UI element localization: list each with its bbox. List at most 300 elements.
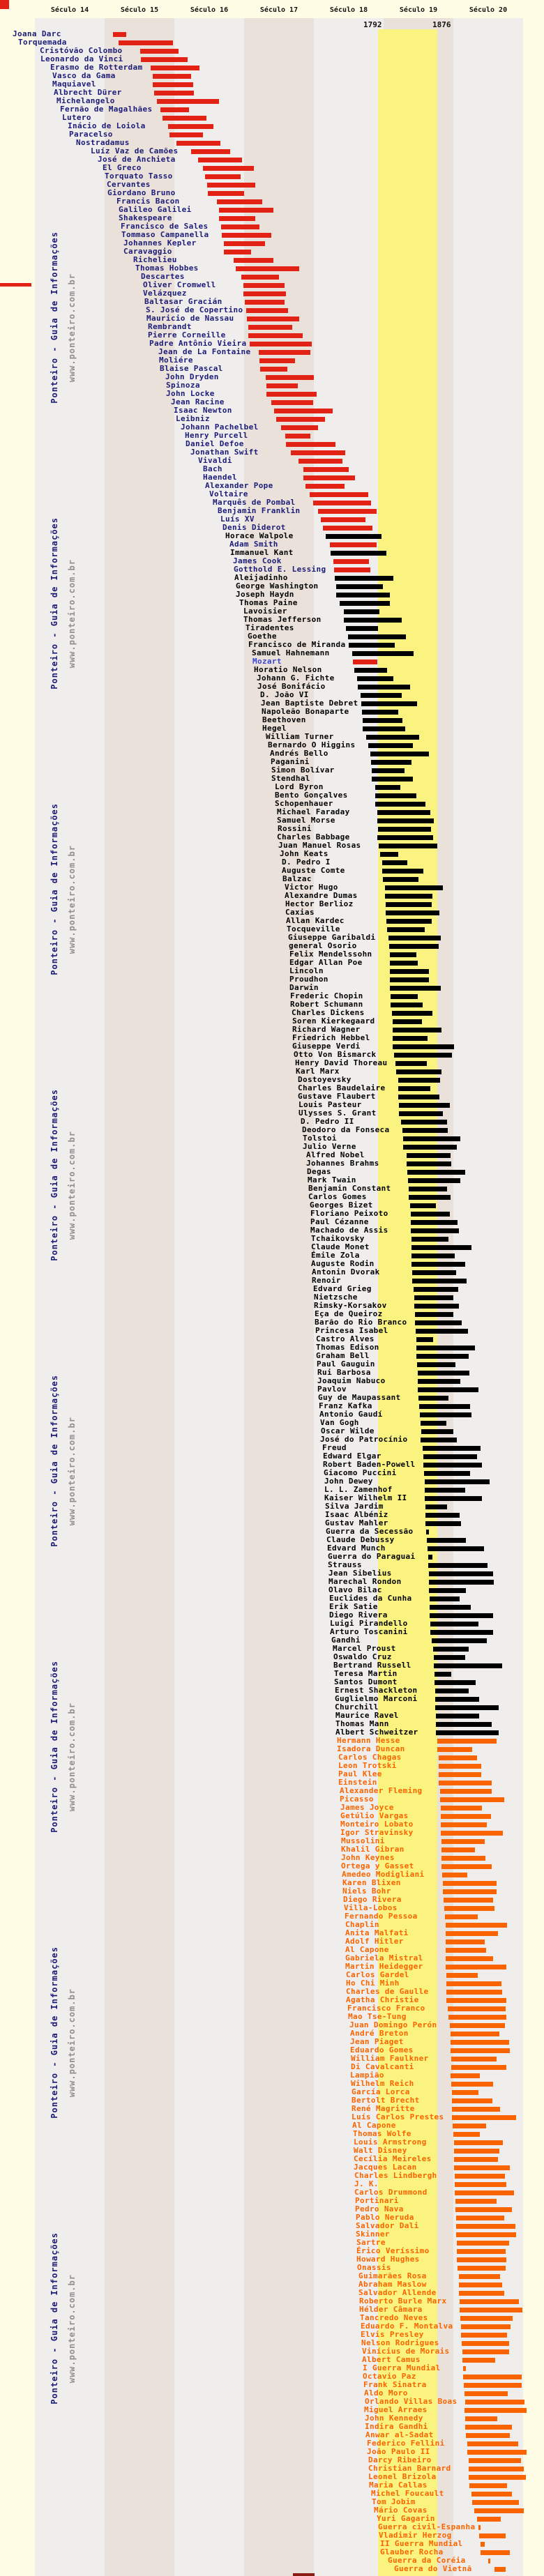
person-label: Darcy Ribeiro (368, 2455, 432, 2464)
person-label: Paul Klee (338, 1769, 382, 1778)
person-label: Darwin (289, 983, 319, 992)
person-label: Jacques Lacan (354, 2163, 417, 2172)
lifespan-bar (163, 116, 206, 121)
lifespan-bar (357, 676, 393, 681)
lifespan-bar (442, 1873, 467, 1877)
person-label: Victor Hugo (285, 883, 338, 892)
lifespan-bar (466, 2433, 510, 2438)
person-label: Onassis (357, 2263, 391, 2272)
person-label: Johann Pachelbel (181, 422, 259, 432)
lifespan-bar (427, 1538, 466, 1543)
lifespan-bar (477, 2517, 501, 2522)
lifespan-bar (459, 2282, 502, 2287)
person-label: Charles Baudelaire (298, 1083, 386, 1092)
person-label: Luigi Pirandello (330, 1619, 408, 1628)
event-duration-bar (488, 2559, 490, 2563)
person-label: Villa-Lobos (344, 1903, 398, 1912)
person-label: Alexandre Dumas (285, 891, 358, 900)
person-label: Howard Hughes (356, 2255, 420, 2264)
lifespan-bar (434, 1655, 465, 1660)
person-label: Silva Jardim (325, 1502, 384, 1511)
person-label: Jean Piaget (350, 2037, 404, 2046)
lifespan-bar (479, 2533, 506, 2538)
person-label: William Turner (266, 732, 334, 741)
person-label: Guy de Maupassant (318, 1393, 401, 1402)
person-label: Jean de La Fontaine (158, 347, 251, 356)
lifespan-bar (276, 417, 325, 422)
lifespan-bar (390, 952, 416, 957)
lifespan-bar (425, 1521, 461, 1526)
person-label: Al Capone (345, 1945, 389, 1954)
lifespan-bar (443, 1889, 497, 1894)
person-label: Antonin Dvorak (312, 1267, 380, 1276)
lifespan-bar (399, 1103, 450, 1108)
person-label: El Greco (103, 163, 142, 172)
person-label: Baltasar Gracián (144, 297, 222, 306)
lifespan-bar (411, 1237, 448, 1242)
lifespan-bar (439, 1772, 481, 1777)
lifespan-bar (398, 1078, 440, 1083)
person-label: Vasco da Gama (52, 71, 116, 80)
person-label: Aleijadinho (234, 573, 288, 582)
lifespan-bar (362, 710, 398, 715)
person-label: Claude Debussy (326, 1535, 395, 1544)
lifespan-bar (436, 1730, 499, 1735)
lifespan-bar (435, 1689, 469, 1693)
ponteiro-brand-vertical-text: Ponteiro - Guia de Informações (50, 803, 59, 975)
person-label: Voltaire (209, 489, 248, 498)
lifespan-bar (443, 1881, 497, 1886)
person-label: Sartre (356, 2238, 386, 2247)
ponteiro-brand-vertical-text: Ponteiro - Guia de Informações (50, 1375, 59, 1547)
lifespan-bar (451, 2065, 506, 2070)
person-label: Luís XV (220, 515, 255, 524)
lifespan-bar (418, 1396, 448, 1401)
lifespan-bar (411, 1220, 458, 1225)
lifespan-bar (352, 651, 414, 656)
person-label: Caxias (285, 908, 315, 917)
lifespan-bar (207, 183, 255, 188)
person-label: Nostradamus (76, 138, 130, 147)
person-label: Goethe (248, 632, 277, 641)
person-label: Oliver Cromwell (143, 280, 216, 289)
lifespan-bar (421, 1421, 446, 1426)
lifespan-bar (389, 944, 439, 949)
person-label: Erik Satie (329, 1602, 378, 1611)
person-label: Michelangelo (56, 96, 115, 105)
person-label: Khalil Gibran (341, 1845, 405, 1854)
lifespan-bar (403, 1136, 460, 1141)
lifespan-bar (460, 2299, 519, 2304)
lifespan-bar (444, 1906, 494, 1911)
person-label: Edvard Grieg (313, 1284, 372, 1293)
person-label: Robert Schumann (290, 1000, 363, 1009)
lifespan-bar (191, 149, 230, 154)
person-label: Eduardo Gomes (350, 2045, 414, 2055)
lifespan-bar (380, 852, 398, 857)
person-label: Alexander Pope (205, 481, 273, 490)
person-label: L. L. Zamenhof (324, 1485, 393, 1494)
event-label: I Guerra Mundial (363, 2363, 441, 2372)
lifespan-bar (429, 1580, 494, 1585)
lifespan-bar (446, 1990, 502, 1995)
person-label: Oswaldo Cruz (333, 1652, 392, 1661)
person-label: Marcel Proust (333, 1644, 396, 1653)
lifespan-bar (424, 1471, 470, 1476)
lifespan-bar (386, 910, 439, 915)
person-label: Thomas Edison (316, 1343, 379, 1352)
person-label: Marquês de Pombal (213, 498, 296, 507)
person-label: Diego Rivera (329, 1610, 388, 1619)
person-label: Friedrich Hebbel (292, 1033, 370, 1042)
lifespan-bar (361, 701, 417, 706)
person-label: Walt Disney (354, 2146, 407, 2155)
century-stripe (35, 18, 105, 2576)
person-label: Shakespeare (119, 213, 172, 222)
person-label: Tommaso Campanella (121, 230, 209, 239)
lifespan-bar (451, 2040, 509, 2045)
lifespan-bar (439, 1781, 492, 1785)
lifespan-bar (407, 1161, 451, 1166)
person-label: Thomas Mann (335, 1719, 389, 1728)
lifespan-bar (391, 994, 418, 999)
lifespan-bar (425, 1496, 482, 1501)
lifespan-bar (250, 342, 312, 346)
lifespan-bar (387, 927, 425, 932)
lifespan-bar (459, 2291, 504, 2296)
person-label: Octavio Paz (363, 2372, 416, 2381)
person-label: Émile Zola (311, 1251, 360, 1260)
lifespan-bar (457, 2257, 506, 2262)
lifespan-bar (463, 2375, 522, 2379)
person-label: Thomas Paine (239, 598, 298, 607)
lifespan-bar (412, 1279, 467, 1283)
person-label: Horace Walpole (225, 531, 294, 540)
person-label: Carlos Gomes (308, 1192, 367, 1201)
lifespan-bar (390, 961, 418, 966)
person-label: Adam Smith (229, 540, 278, 549)
lifespan-bar (451, 2048, 510, 2053)
lifespan-bar (464, 2391, 508, 2396)
lifespan-bar (372, 777, 413, 782)
lifespan-bar (368, 743, 413, 748)
person-label: Gustave Flaubert (298, 1092, 376, 1101)
person-label: Proudhon (289, 975, 328, 984)
lifespan-bar (430, 1622, 478, 1626)
lifespan-bar (391, 1003, 423, 1007)
lifespan-bar (377, 835, 433, 840)
person-label: Di Cavalcanti (351, 2062, 414, 2071)
lifespan-bar (455, 2174, 505, 2179)
person-label: Paul Cézanne (310, 1217, 369, 1226)
lifespan-bar (241, 275, 279, 280)
event-label: Guerra civil-Espanha (378, 2522, 476, 2531)
lifespan-bar (388, 936, 441, 940)
person-label: José de Anchieta (98, 155, 176, 164)
person-label: Giuseppe Garibaldi (288, 933, 376, 942)
person-label: Inácio de Loiola (68, 121, 146, 130)
person-label: George Washington (236, 581, 319, 590)
lifespan-bar (448, 2006, 506, 2011)
person-label: Arturo Toscanini (330, 1627, 408, 1636)
person-label: Ortega y Gasset (341, 1861, 414, 1870)
person-label: Felix Mendelssohn (289, 950, 372, 959)
person-label: Lord Byron (275, 782, 324, 791)
person-label: Getúlio Vargas (340, 1811, 409, 1820)
person-label: Euclides da Cunha (329, 1594, 412, 1603)
person-label: Cristóvão Colombo (40, 46, 123, 55)
lifespan-bar (157, 99, 219, 104)
lifespan-bar (403, 1145, 457, 1150)
lifespan-bar (423, 1463, 482, 1468)
lifespan-bar (462, 2341, 509, 2346)
lifespan-bar (344, 618, 402, 623)
lifespan-bar (441, 1847, 475, 1852)
lifespan-bar (390, 977, 429, 982)
person-label: Bertolt Brecht (352, 2096, 420, 2105)
person-label: Yuri Gagarin (377, 2514, 435, 2523)
lifespan-bar (411, 1212, 450, 1217)
person-label: Bernardo O Higgins (268, 740, 356, 749)
lifespan-bar (246, 308, 288, 313)
lifespan-bar (451, 2082, 493, 2087)
century-label: Século 19 (399, 6, 438, 14)
person-label: Anita Malfati (345, 1928, 409, 1937)
lifespan-bar (363, 726, 405, 731)
lifespan-bar (412, 1270, 456, 1275)
lifespan-bar (452, 2115, 516, 2120)
decoration-red-block (0, 0, 9, 9)
person-label: Louis Armstrong (354, 2137, 427, 2147)
event-duration-bar (463, 2366, 466, 2371)
person-label: Samuel Hahnemann (252, 648, 330, 657)
lifespan-bar (425, 1513, 460, 1518)
person-label: Juan Domingo Perón (349, 2020, 437, 2029)
person-label: André Breton (350, 2029, 409, 2038)
lifespan-bar (446, 1923, 507, 1928)
person-label: John Dewey (324, 1477, 373, 1486)
lifespan-bar (441, 1856, 485, 1861)
person-label: S. José de Copertino (146, 305, 243, 314)
person-label: James Joyce (340, 1803, 394, 1812)
person-label: Edvard Munch (327, 1544, 386, 1553)
person-label: Leon Trotski (338, 1761, 397, 1770)
ponteiro-brand-vertical-text: Ponteiro - Guia de Informações (50, 1946, 59, 2119)
lifespan-bar (462, 2349, 509, 2354)
lifespan-bar (385, 885, 443, 890)
person-label: Federico Fellini (367, 2439, 445, 2448)
lifespan-bar (446, 1965, 506, 1969)
band-start-year-label: 1792 (363, 20, 382, 29)
person-label: Portinari (355, 2196, 399, 2205)
person-label: Deodoro da Fonseca (302, 1125, 390, 1134)
person-label: Hélder Câmara (359, 2305, 423, 2314)
lifespan-bar (446, 1998, 506, 2003)
person-label: Ho Chi Minh (346, 1979, 400, 1988)
lifespan-bar (393, 1019, 422, 1024)
person-label: John Locke (166, 389, 215, 398)
lifespan-bar (160, 107, 189, 112)
lifespan-bar (168, 124, 213, 129)
lifespan-bar (385, 894, 432, 899)
lifespan-bar (348, 634, 406, 639)
person-label: Chaplin (345, 1920, 379, 1929)
lifespan-bar (458, 2266, 506, 2271)
lifespan-bar (461, 2333, 507, 2338)
lifespan-bar (465, 2425, 512, 2430)
lifespan-bar (460, 2316, 513, 2321)
person-label: Antonio Gaudí (319, 1410, 383, 1419)
person-label: Isaac Newton (174, 406, 232, 415)
lifespan-bar (436, 1722, 492, 1727)
person-label: Juan Manuel Rosas (278, 841, 361, 850)
person-label: Skinner (356, 2230, 390, 2239)
lifespan-bar (416, 1354, 469, 1359)
lifespan-bar (219, 216, 255, 221)
lifespan-bar (198, 158, 242, 162)
lifespan-bar (469, 2467, 524, 2471)
ponteiro-url-vertical-text: www.ponteiro.com.br (67, 559, 77, 669)
lifespan-bar (409, 1187, 447, 1191)
lifespan-bar (462, 2358, 495, 2363)
lifespan-bar (378, 827, 431, 832)
lifespan-bar (291, 450, 345, 455)
event-label: Guerra do Paraguai (328, 1552, 416, 1561)
lifespan-bar (465, 2416, 497, 2421)
lifespan-bar (420, 1412, 471, 1417)
lifespan-bar (382, 860, 407, 865)
person-label: Elvis Presley (361, 2330, 424, 2339)
lifespan-bar (375, 802, 425, 807)
person-label: Maurice Ravel (335, 1711, 399, 1720)
person-label: Alexander Fleming (340, 1786, 423, 1795)
lifespan-bar (354, 668, 387, 673)
lifespan-bar (222, 233, 271, 238)
person-label: James Cook (233, 556, 282, 565)
person-label: Auguste Comte (282, 866, 345, 875)
lifespan-bar (334, 567, 370, 572)
person-label: Jonathan Swift (190, 448, 259, 457)
lifespan-bar (377, 810, 430, 815)
person-label: García Lorca (352, 2087, 410, 2096)
lifespan-bar (377, 818, 434, 823)
person-label: Thomas Jefferson (243, 615, 322, 624)
lifespan-bar (451, 2032, 499, 2036)
lifespan-bar (379, 844, 437, 848)
decoration-red-block (293, 2573, 315, 2576)
lifespan-bar (393, 1044, 454, 1049)
person-label: Machado de Assis (310, 1226, 388, 1235)
lifespan-bar (274, 409, 333, 413)
lifespan-bar (425, 1488, 465, 1493)
person-label: Benjamin Franklin (218, 506, 301, 515)
person-label: Hegel (262, 724, 287, 733)
lifespan-bar (305, 484, 345, 489)
lifespan-bar (418, 1371, 469, 1375)
lifespan-bar (375, 793, 416, 798)
lifespan-bar (398, 1086, 430, 1091)
ponteiro-brand-vertical-text: Ponteiro - Guia de Informações (50, 517, 59, 689)
person-label: Gotthold E. Lessing (234, 565, 326, 574)
lifespan-bar (407, 1153, 451, 1158)
person-label: Descartes (141, 272, 185, 281)
person-label: D. Pedro II (301, 1117, 354, 1126)
lifespan-bar (396, 1069, 441, 1074)
person-label: Daniel Defoe (186, 439, 244, 448)
lifespan-bar (455, 2182, 506, 2187)
lifespan-bar (452, 2090, 478, 2095)
century-label: Século 17 (259, 6, 299, 14)
person-label: Balzac (282, 874, 312, 883)
lifespan-bar (421, 1438, 457, 1442)
person-label: D. João VI (260, 690, 309, 699)
person-label: Giacomo Puccini (324, 1468, 397, 1477)
lifespan-bar (425, 1479, 490, 1484)
person-label: Robert Baden-Powell (323, 1460, 416, 1469)
lifespan-bar (430, 1630, 493, 1635)
lifespan-bar (266, 392, 317, 397)
person-label: Carlos Chagas (338, 1753, 402, 1762)
person-label: Orlando Villas Boas (365, 2397, 458, 2406)
person-label: Francisco Franco (347, 2004, 425, 2013)
lifespan-bar (433, 1647, 469, 1652)
person-label: Bach (203, 464, 222, 473)
lifespan-bar (151, 66, 199, 70)
person-label: Fernando Pessoa (345, 1912, 418, 1921)
person-label: Abraham Maslow (358, 2280, 427, 2289)
lifespan-bar (221, 224, 259, 229)
lifespan-bar (440, 1797, 504, 1802)
lifespan-bar (429, 1588, 466, 1593)
lifespan-bar (441, 1831, 503, 1836)
person-label: Napoleão Bonaparte (262, 707, 349, 716)
lifespan-bar (393, 1028, 441, 1032)
lifespan-bar (453, 2124, 486, 2128)
person-label: Richelieu (133, 255, 177, 264)
person-label: Castro Alves (316, 1334, 375, 1343)
lifespan-bar (416, 1329, 468, 1334)
person-label: Paganini (271, 757, 310, 766)
person-label: Immanuel Kant (230, 548, 294, 557)
lifespan-bar (248, 325, 292, 330)
lifespan-bar (399, 1111, 443, 1116)
lifespan-bar (435, 1672, 451, 1677)
lifespan-bar (415, 1320, 462, 1325)
person-label: Marechal Rondon (328, 1577, 402, 1586)
person-label: Henry David Thoreau (295, 1058, 388, 1067)
person-label: Edgar Allan Poe (289, 958, 363, 967)
lifespan-bar (441, 1814, 491, 1819)
event-label: Guerra da Coréia (388, 2556, 466, 2565)
person-label: Fernão de Magalhães (60, 105, 153, 114)
lifespan-bar (454, 2149, 499, 2154)
person-label: Gabriela Mistral (345, 1953, 423, 1963)
person-label[interactable]: Mozart (252, 657, 282, 666)
person-label: Al Capone (352, 2121, 396, 2130)
person-label: Van Gogh (320, 1418, 359, 1427)
lifespan-bar (394, 1053, 452, 1058)
event-duration-bar (478, 2525, 481, 2530)
person-label: Mauricio de Nassau (146, 314, 234, 323)
lifespan-bar (421, 1429, 453, 1434)
person-label: Frederic Chopin (290, 991, 363, 1000)
person-label: Diego Rivera (343, 1895, 402, 1904)
person-label: Monteiro Lobato (340, 1820, 414, 1829)
person-label: Cervantes (107, 180, 151, 189)
lifespan-bar (313, 501, 371, 505)
person-label: José Bonifácio (257, 682, 326, 691)
person-label: William Faulkner (351, 2054, 429, 2063)
